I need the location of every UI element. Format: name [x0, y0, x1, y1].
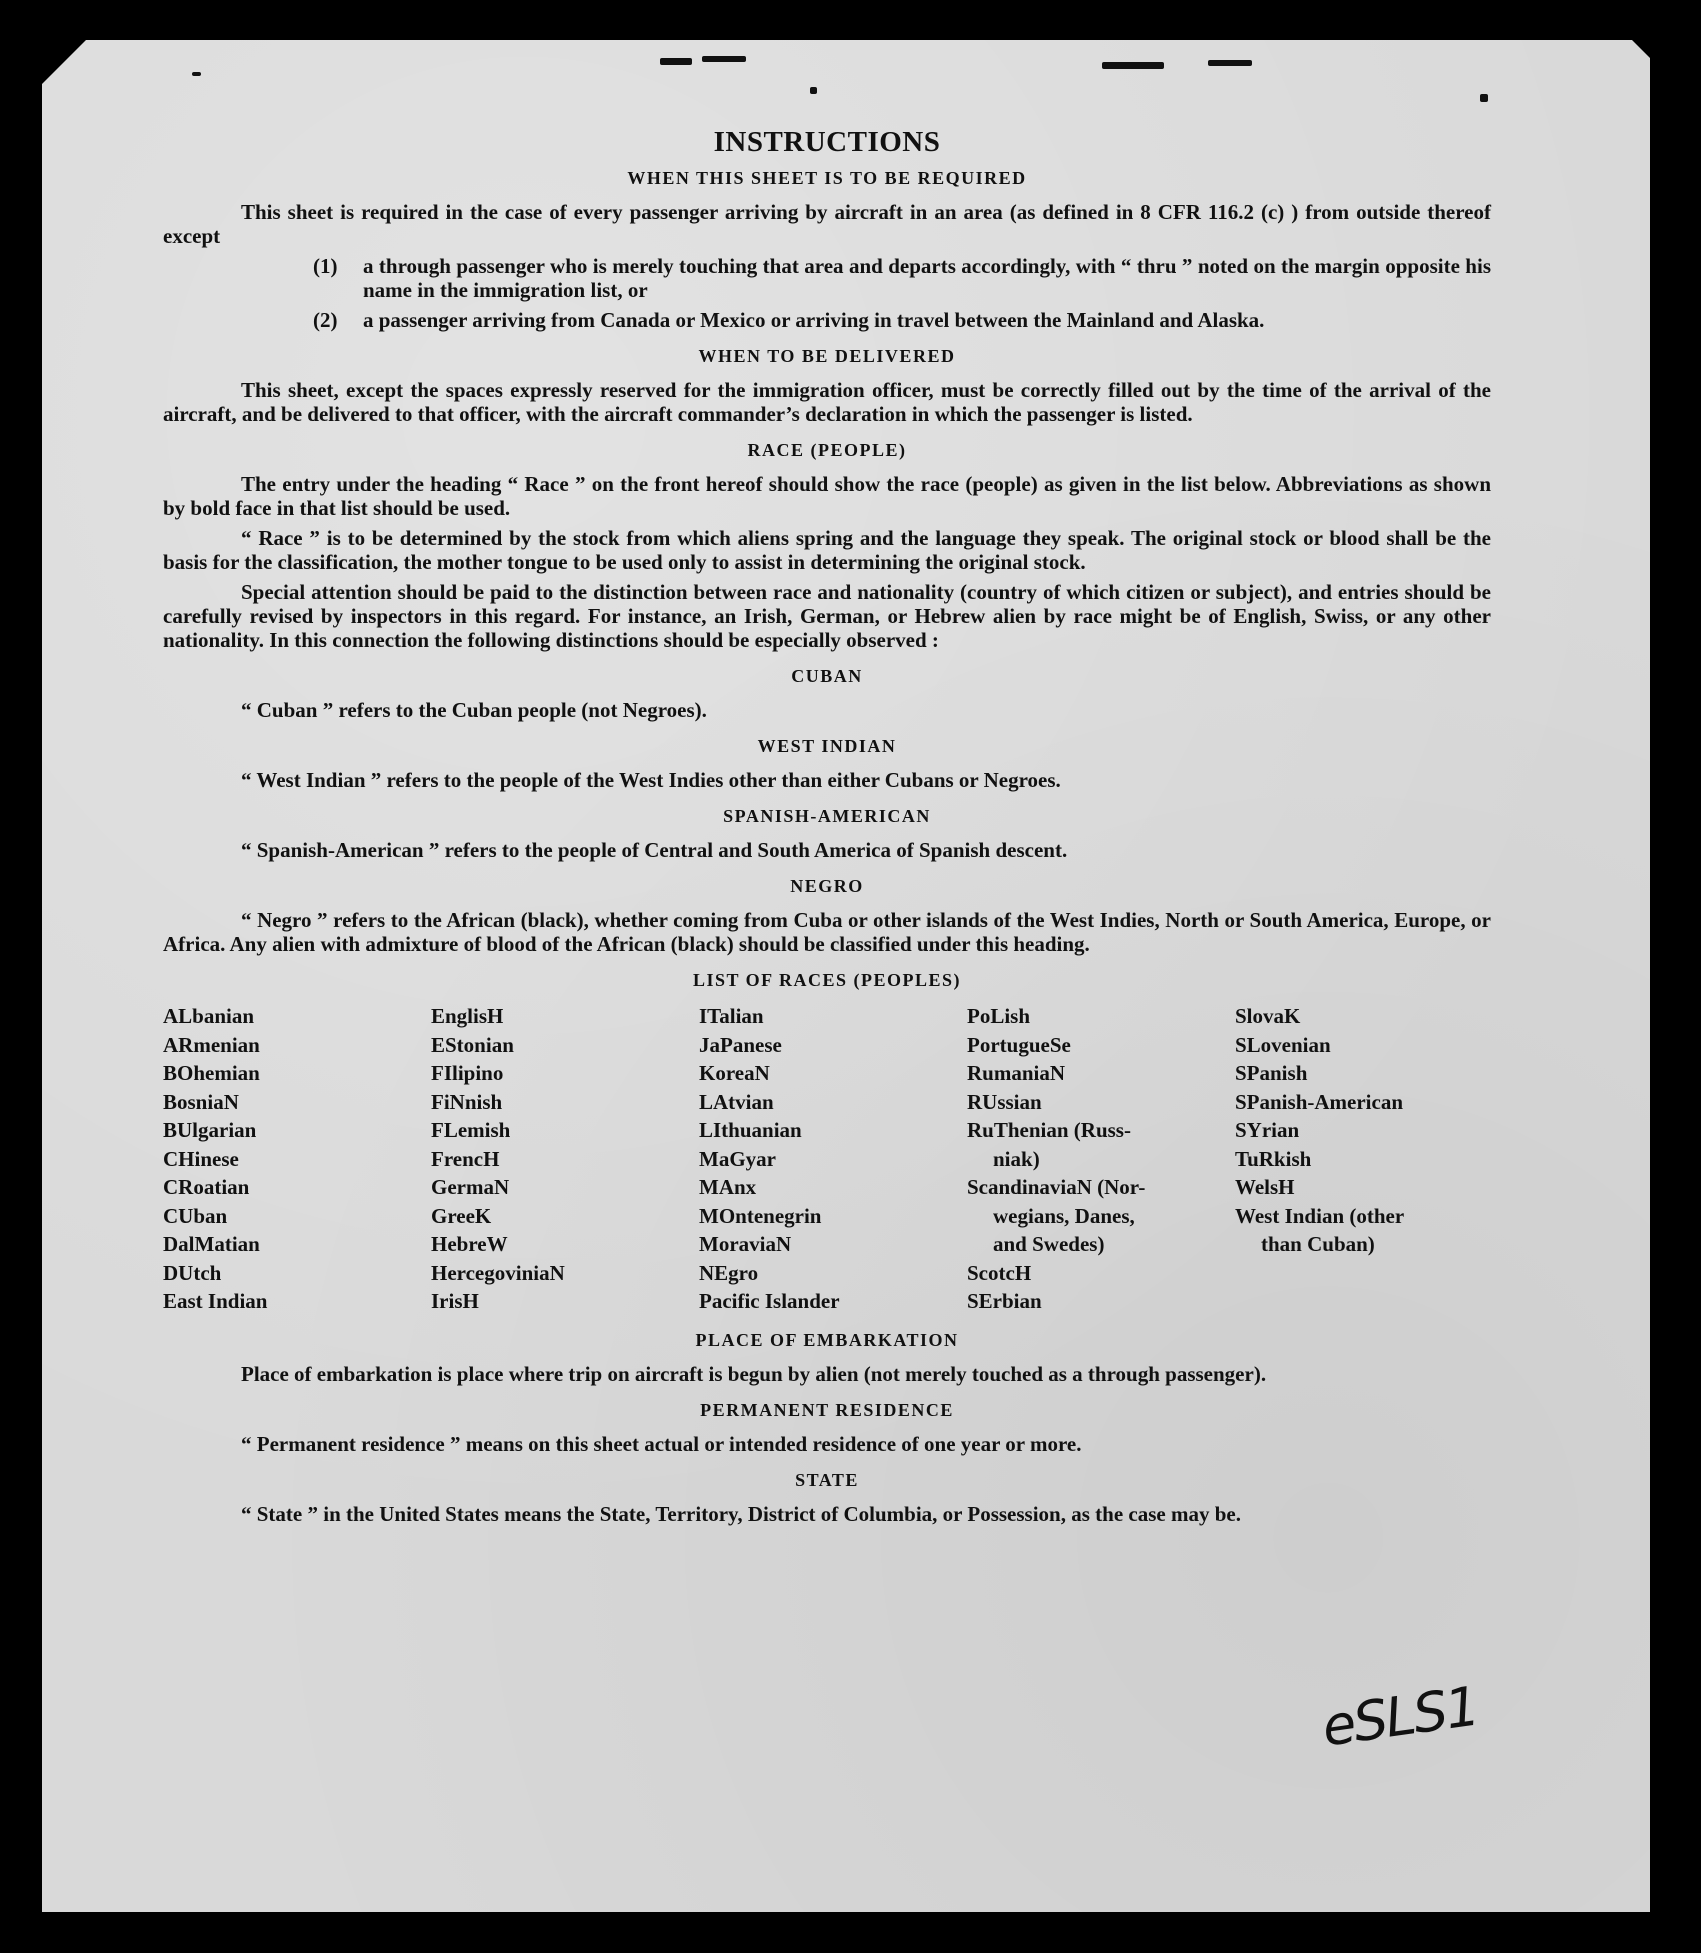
- races-column: [699, 1002, 967, 1316]
- section-heading: NEGRO: [790, 876, 864, 896]
- race-entry: FiNnish: [431, 1089, 503, 1114]
- race-entry: ScandinaviaN (Nor-: [967, 1175, 1146, 1199]
- paragraph: The entry under the heading “ Race ” on the front hereof should show the race (people) as given in the list below. Abbreviations as shown by bold face in that list should be used.: [163, 472, 1491, 520]
- race-entry: SPanish-American: [1235, 1089, 1403, 1114]
- section-heading: STATE: [795, 1469, 859, 1490]
- race-entry: DUtch: [163, 1260, 222, 1285]
- item-text: a passenger arriving from Canada or Mexico or arriving in travel between the Mainland and Alaska.: [363, 308, 1265, 332]
- race-entry: BOhemian: [163, 1061, 260, 1085]
- section-heading: PERMANENT RESIDENCE: [700, 1399, 954, 1420]
- item-text: a through passenger who is merely touching that area and departs accordingly, with “ thru ” noted on the margin opposite his name in the immigration list, or: [363, 254, 1491, 302]
- list-item: [313, 254, 1491, 302]
- section-heading: LIST OF RACES (PEOPLES): [692, 970, 962, 990]
- race-entry: SLovenian: [1235, 1032, 1331, 1057]
- scan-mark: [192, 72, 201, 76]
- section-heading: RACE (PEOPLE): [747, 440, 907, 460]
- race-entry: EnglisH: [431, 1004, 504, 1028]
- race-entry: PoLish: [967, 1004, 1031, 1028]
- race-entry: GermaN: [431, 1175, 510, 1199]
- race-entry-continued: niak): [993, 1146, 1040, 1171]
- list-item: [313, 308, 1491, 332]
- paragraph: “ Cuban ” refers to the Cuban people (not Negroes).: [241, 698, 707, 722]
- race-entry: MOntenegrin: [699, 1203, 822, 1228]
- paragraph: Special attention should be paid to the distinction between race and nationality (country of which citizen or subject), and entries should be carefully revised by inspectors in this regard. For instance, an Irish, German, or Hebrew alien by race might be of English, Swiss, or any other nationality. In this connection the following distinctions should be especially observed :: [163, 580, 1491, 652]
- race-entry: Pacific Islander: [699, 1289, 840, 1313]
- race-entry: CUban: [163, 1203, 228, 1228]
- item-number: (2): [313, 308, 338, 332]
- torn-corner: [1632, 40, 1650, 58]
- section-heading: WHEN THIS SHEET IS TO BE REQUIRED: [627, 168, 1027, 188]
- race-entry: JaPanese: [699, 1032, 782, 1057]
- races-column: [1235, 1002, 1503, 1316]
- scan-mark: [1102, 62, 1164, 69]
- paragraph: “ West Indian ” refers to the people of the West Indies other than either Cubans or Negroes.: [241, 768, 1061, 792]
- race-entry: PortugueSe: [967, 1032, 1071, 1057]
- paragraph: This sheet is required in the case of every passenger arriving by aircraft in an area (as defined in 8 CFR 116.2 (c) ) from outside thereof except: [163, 200, 1491, 248]
- race-entry: East Indian: [163, 1289, 268, 1313]
- race-entry: TuRkish: [1235, 1146, 1312, 1171]
- race-entry: MAnx: [699, 1175, 757, 1199]
- section-heading: CUBAN: [791, 666, 863, 686]
- race-entry: LIthuanian: [699, 1118, 802, 1142]
- race-entry: MoraviaN: [699, 1232, 792, 1256]
- race-entry: RumaniaN: [967, 1061, 1066, 1085]
- scan-mark: [1480, 94, 1488, 102]
- race-entry: FIlipino: [431, 1061, 504, 1085]
- race-entry: NEgro: [699, 1260, 759, 1285]
- race-entry-continued: than Cuban): [1261, 1232, 1375, 1256]
- paragraph: “ State ” in the United States means the State, Territory, District of Columbia, or Possession, as the case may be.: [241, 1501, 1241, 1526]
- section-heading: SPANISH-AMERICAN: [723, 806, 931, 826]
- handwritten-note: eSLS1: [1318, 1674, 1482, 1759]
- race-entry: SErbian: [967, 1289, 1042, 1313]
- races-column: [163, 1002, 431, 1316]
- instructions-body: [163, 126, 1491, 1532]
- paragraph: “ Spanish-American ” refers to the people of Central and South America of Spanish descent.: [241, 838, 1068, 862]
- race-entry-continued: wegians, Danes,: [993, 1203, 1135, 1228]
- exception-list: [313, 254, 1491, 332]
- paragraph: “ Permanent residence ” means on this sheet actual or intended residence of one year or more.: [241, 1431, 1082, 1456]
- race-entry: CHinese: [163, 1146, 239, 1171]
- race-entry: MaGyar: [699, 1146, 776, 1171]
- race-entry-continued: and Swedes): [993, 1232, 1105, 1256]
- scan-mark: [1208, 60, 1252, 66]
- race-entry: KoreaN: [699, 1061, 770, 1085]
- section-heading: PLACE OF EMBARKATION: [695, 1329, 959, 1350]
- race-entry: DalMatian: [163, 1232, 260, 1256]
- races-list: [163, 1002, 1491, 1316]
- paragraph: “ Race ” is to be determined by the stock from which aliens spring and the language they speak. The original stock or blood shall be the basis for the classification, the mother tongue to be used only to assist in determining the original stock.: [163, 526, 1491, 574]
- race-entry: HercegoviniaN: [431, 1260, 565, 1285]
- race-entry: IrisH: [431, 1289, 479, 1313]
- page-title: INSTRUCTIONS: [713, 126, 941, 158]
- paragraph: This sheet, except the spaces expressly reserved for the immigration officer, must be correctly filled out by the time of the arrival of the aircraft, and be delivered to that officer, with the aircraft commander’s declaration in which the passenger is listed.: [163, 378, 1491, 426]
- race-entry: EStonian: [431, 1032, 514, 1057]
- race-entry: SPanish: [1235, 1061, 1308, 1085]
- race-entry: FrencH: [431, 1146, 500, 1171]
- race-entry: LAtvian: [699, 1089, 774, 1114]
- race-entry: SlovaK: [1235, 1004, 1301, 1028]
- scan-mark: [702, 56, 746, 62]
- section-heading: WEST INDIAN: [757, 736, 897, 756]
- race-entry: BUlgarian: [163, 1118, 257, 1142]
- race-entry: ARmenian: [163, 1032, 260, 1057]
- race-entry: ITalian: [699, 1004, 764, 1028]
- section-heading: WHEN TO BE DELIVERED: [698, 346, 956, 366]
- race-entry: HebreW: [431, 1232, 508, 1256]
- races-column: [967, 1002, 1235, 1316]
- paragraph: “ Negro ” refers to the African (black), whether coming from Cuba or other islands of the West Indies, North or South America, Europe, or Africa. Any alien with admixture of blood of the African (black) should be classified under this heading.: [163, 908, 1491, 956]
- race-entry: RuThenian (Russ-: [967, 1118, 1131, 1142]
- paragraph: Place of embarkation is place where trip on aircraft is begun by alien (not merely touched as a through passenger).: [241, 1361, 1267, 1386]
- race-entry: CRoatian: [163, 1175, 250, 1199]
- race-entry: FLemish: [431, 1118, 511, 1142]
- race-entry: BosniaN: [163, 1089, 239, 1114]
- race-entry: WelsH: [1235, 1175, 1295, 1199]
- race-entry: ScotcH: [967, 1260, 1032, 1285]
- race-entry: SYrian: [1235, 1118, 1300, 1142]
- item-number: (1): [313, 254, 338, 278]
- torn-corner: [42, 40, 86, 84]
- race-entry: ALbanian: [163, 1004, 255, 1028]
- race-entry: West Indian (other: [1235, 1203, 1405, 1228]
- race-entry: GreeK: [431, 1203, 492, 1228]
- races-column: [431, 1002, 699, 1316]
- scan-mark: [660, 58, 692, 65]
- race-entry: RUssian: [967, 1089, 1042, 1114]
- scan-mark: [810, 87, 817, 94]
